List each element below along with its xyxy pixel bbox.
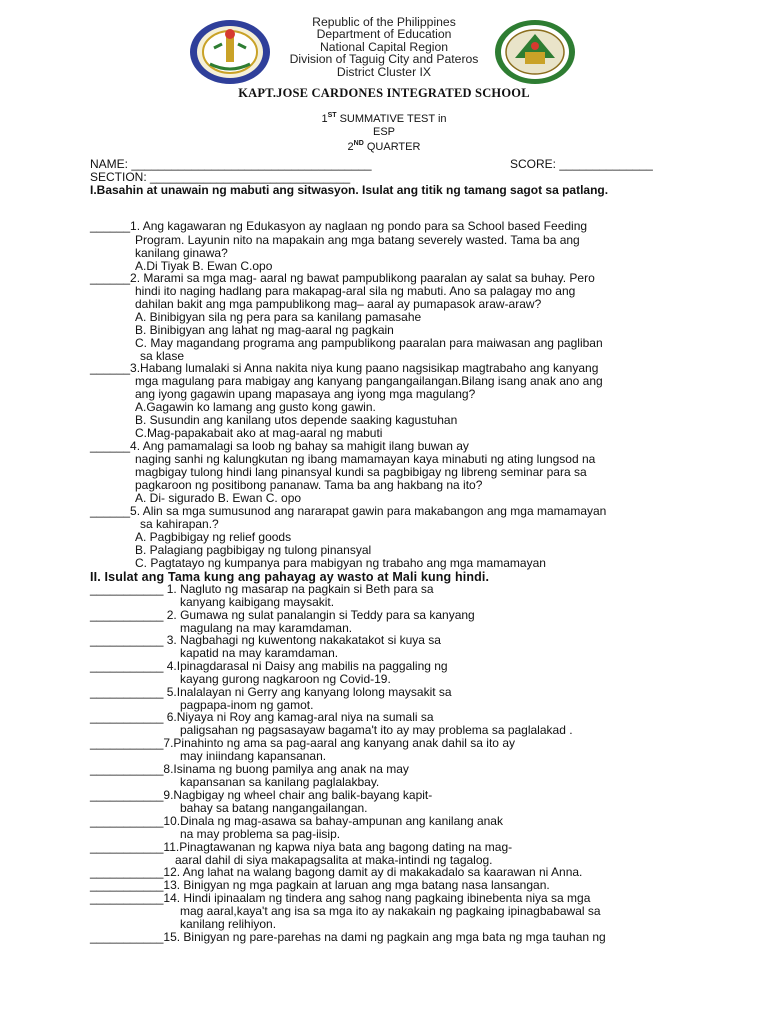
question-line: hindi ito naging hadlang para makapag-aral sila ng mabuti. Ano sa palagay mo ang xyxy=(135,284,576,298)
statement-line: ___________9.Nagbigay ng wheel chair ang balik-bayang kapit- xyxy=(90,788,433,802)
statement-line: kanilang relihiyon. xyxy=(180,917,277,931)
statement-line: aaral dahil di siya makapagsalita at maka-intindi ng tagalog. xyxy=(175,853,493,867)
statement-line: paligsahan ng pagsasayaw bagama't ito ay may problema sa paglalakad . xyxy=(180,723,573,737)
school-name: KAPT.JOSE CARDONES INTEGRATED SCHOOL xyxy=(238,86,530,100)
score-field[interactable]: SCORE: ______________ xyxy=(510,157,653,171)
statement-line: ___________ 4.Ipinagdarasal ni Daisy ang mabilis na paggaling ng xyxy=(90,659,448,673)
question-line: magbigay tulong hindi lang pinansyal kundi sa pagbibigay ng libreng seminar para sa xyxy=(135,465,587,479)
statement-line: ___________8.Isinama ng buong pamilya ang anak na may xyxy=(90,762,409,776)
statement-line: kayang gurong nagkaroon ng Covid-19. xyxy=(180,672,391,686)
subject: ESP xyxy=(372,125,395,138)
agency-line: District Cluster IX xyxy=(336,64,432,79)
choice-line: B. Susundin ang kanilang utos depende saaking kagustuhan xyxy=(135,413,458,427)
part1-instruction: I.Basahin at unawain ng mabuti ang sitwasyon. Isulat ang titik ng tamang sagot sa patlang. xyxy=(90,183,609,197)
choice-line: B. Binibigyan ang lahat ng mag-aaral ng pagkain xyxy=(135,323,394,337)
statement-line: pagpapa-inom ng gamot. xyxy=(180,698,314,712)
agency-line: Department of Education xyxy=(316,27,452,42)
statement-line: ___________11.Pinagtawanan ng kapwa niya bata ang bagong dating na mag- xyxy=(90,840,513,854)
question-line: pagkaroon ng positibong pananaw. Tama ba ang hakbang na ito? xyxy=(135,478,483,492)
statement-line: ___________13. Binigyan ng mga pagkain at laruan ang mga batang nasa lansangan. xyxy=(90,878,550,892)
choice-line: A.Gagawin ko lamang ang gusto kong gawin. xyxy=(135,400,376,414)
test-number-suffix: ST xyxy=(327,112,337,119)
choice-line: C.Mag-papakabait ako at mag-aaral ng mabuti xyxy=(135,426,383,440)
choice-line: A. Binibigyan sila ng pera para sa kanilang pamasahe xyxy=(135,310,422,324)
school-seal-icon xyxy=(493,18,577,86)
name-field[interactable]: NAME: ____________________________________ xyxy=(90,157,372,171)
agency-line: Division of Taguig City and Pateros xyxy=(289,52,479,67)
test-title-text: SUMMATIVE TEST in xyxy=(336,113,447,125)
question-line: kanilang ginawa? xyxy=(135,246,228,260)
question-line: Program. Layunin nito na mapakain ang mga batang severely wasted. Tama ba ang xyxy=(135,233,580,247)
question-line: naging sanhi ng kalungkutan ng ibang mamamayan kaya minabuti ng ating lungsod na xyxy=(135,452,596,466)
question-line: ______5. Alin sa mga sumusunod ang nararapat gawin para makabangon ang mga mamamayan xyxy=(90,504,607,518)
question-line: ______4. Ang pamamalagi sa loob ng bahay sa mahigit ilang buwan ay xyxy=(90,439,469,453)
statement-line: ___________ 2. Gumawa ng sulat panalangin si Teddy para sa kanyang xyxy=(90,608,475,622)
choice-line: C. May magandang programa ang pampublikong paaralan para maiwasan ang pagliban xyxy=(135,336,603,350)
statement-line: ___________ 1. Nagluto ng masarap na pagkain si Beth para sa xyxy=(90,582,434,596)
question-line: mga magulang para mabigay ang kanyang pangangailangan.Bilang isang anak ano ang xyxy=(135,374,603,388)
statement-line: na may problema sa pag-iisip. xyxy=(180,827,341,841)
choice-line: A. Pagbibigay ng relief goods xyxy=(135,530,292,544)
choice-line: C. Pagtatayo ng kumpanya para mabigyan ng trabaho ang mga mamamayan xyxy=(135,556,546,570)
statement-line: ___________ 3. Nagbahagi ng kuwentong nakakatakot si kuya sa xyxy=(90,633,441,647)
statement-line: mag aaral,kaya't ang isa sa mga ito ay nakakain ng pagkaing ipinagbabawal sa xyxy=(180,904,601,918)
statement-line: ___________12. Ang lahat na walang bagong damit ay di makakadalo sa kaarawan ni Anna. xyxy=(90,865,583,879)
quarter-number: 2 xyxy=(347,141,354,153)
quarter-suffix: ND xyxy=(353,140,364,147)
part2-instruction: II. Isulat ang Tama kung ang pahayag ay wasto at Mali kung hindi. xyxy=(90,570,490,584)
choice-line: A. Di- sigurado B. Ewan C. opo xyxy=(135,491,302,505)
statement-line: bahay sa batang nangangailangan. xyxy=(180,801,368,815)
quarter-label: QUARTER xyxy=(363,141,421,153)
statement-line: ___________14. Hindi ipinaalam ng tindera ang sahog nang pagkaing ibinebenta niya sa mga xyxy=(90,891,591,905)
section-field[interactable]: SECTION: ______________________________ xyxy=(90,170,351,184)
statement-line: ___________ 6.Niyaya ni Roy ang kamag-aral niya na sumali sa xyxy=(90,710,434,724)
statement-line: may iniindang kapansanan. xyxy=(180,749,327,763)
statement-line: ___________15. Binigyan ng pare-parehas na dami ng pagkain ang mga bata ng mga tauhan ng xyxy=(90,930,606,944)
question-line: ang iyong gagawin upang mapasaya ang iyong mga magulang? xyxy=(135,387,476,401)
choice-line: A.Di Tiyak B. Ewan C.opo xyxy=(135,259,273,273)
statement-line: kapansanan sa kanilang paglalakbay. xyxy=(180,775,380,789)
choice-line: sa klase xyxy=(140,349,185,363)
agency-line: National Capital Region xyxy=(319,39,449,54)
agency-line: Republic of the Philippines xyxy=(312,15,456,29)
test-number: 1 xyxy=(321,113,328,125)
agency-header xyxy=(250,16,518,78)
choice-line: B. Palagiang pagbibigay ng tulong pinansyal xyxy=(135,543,372,557)
test-title xyxy=(0,110,768,154)
question-line: ______3.Habang lumalaki si Anna nakita niya kung paano nagsisikap magtrabaho ang kanyang xyxy=(90,361,599,375)
question-line: ______1. Ang kagawaran ng Edukasyon ay naglaan ng pondo para sa School based Feeding xyxy=(90,219,588,233)
statement-line: ___________ 5.Inalalayan ni Gerry ang kanyang lolong maysakit sa xyxy=(90,685,452,699)
statement-line: ___________10.Dinala ng mag-asawa sa bahay-ampunan ang kanilang anak xyxy=(90,814,503,828)
question-line: ______2. Marami sa mga mag- aaral ng bawat pampublikong paaralan ay salat sa buhay. Pero xyxy=(90,271,595,285)
statement-line: magulang na may karamdaman. xyxy=(180,621,353,635)
statement-line: kapatid na may karamdaman. xyxy=(180,646,339,660)
statement-line: kanyang kaibigang maysakit. xyxy=(180,595,335,609)
question-line: sa kahirapan.? xyxy=(140,517,219,531)
question-line: dahilan bakit ang mga pampublikong mag– aaral ay pumapasok araw-araw? xyxy=(135,297,542,311)
statement-line: ___________7.Pinahinto ng ama sa pag-aaral ang kanyang anak dahil sa ito ay xyxy=(90,736,515,750)
